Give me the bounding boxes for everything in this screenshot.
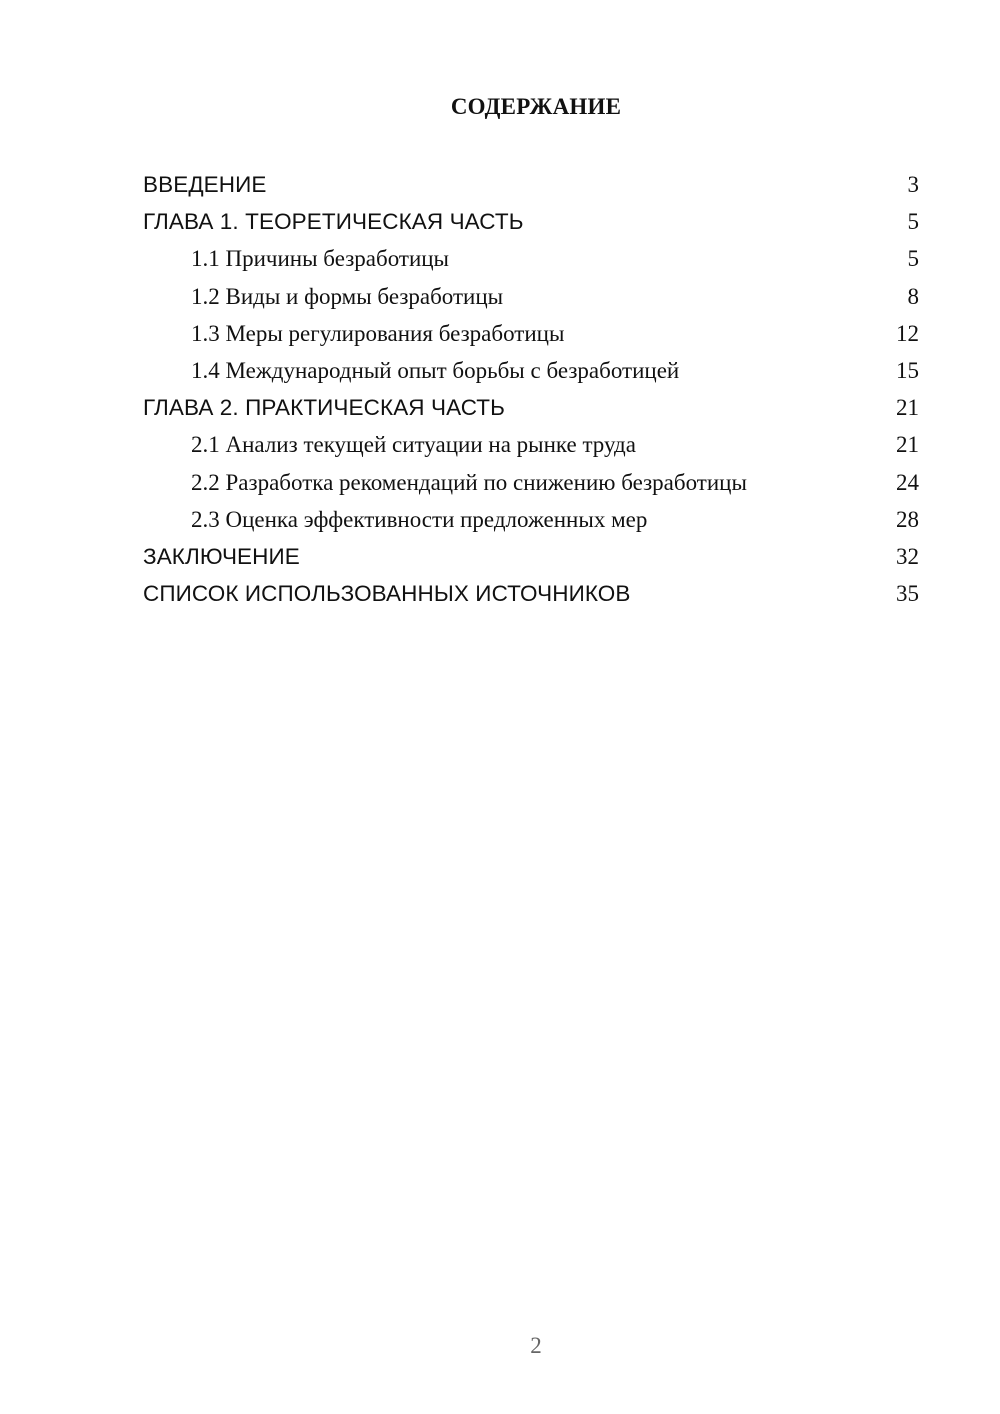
toc-entry-label: 2.2 Разработка рекомендаций по снижению безработицы (191, 469, 747, 495)
toc-entry-page: 21 (896, 395, 919, 421)
toc-entry-introduction[interactable] (143, 166, 919, 203)
toc-entry-label: 1.4 Международный опыт борьбы с безработицей (191, 357, 680, 383)
page-number: 2 (530, 1333, 542, 1358)
toc-entry-chapter-1[interactable] (143, 203, 919, 240)
toc-entry-page: 35 (896, 581, 919, 607)
toc-entry-label: 2.3 Оценка эффективности предложенных мер (191, 506, 648, 532)
toc-entry-label: 2.1 Анализ текущей ситуации на рынке труда (191, 432, 636, 458)
toc-entry-section-1-4[interactable] (143, 352, 919, 389)
toc-entry-page: 24 (896, 469, 919, 495)
toc-entry-page: 12 (896, 320, 919, 346)
toc-entry-section-1-3[interactable] (143, 315, 919, 352)
toc-entry-section-1-2[interactable] (143, 278, 919, 315)
toc-entry-label: ГЛАВА 2. ПРАКТИЧЕСКАЯ ЧАСТЬ (143, 395, 506, 421)
toc-entry-label: ЗАКЛЮЧЕНИЕ (143, 543, 300, 569)
toc-entry-label: СПИСОК ИСПОЛЬЗОВАННЫХ ИСТОЧНИКОВ (143, 581, 631, 607)
toc-entry-label: ГЛАВА 1. ТЕОРЕТИЧЕСКАЯ ЧАСТЬ (143, 209, 524, 235)
toc-entry-label: 1.3 Меры регулирования безработицы (191, 320, 565, 346)
table-of-contents (143, 166, 919, 612)
toc-entry-page: 28 (896, 506, 919, 532)
page-title: СОДЕРЖАНИЕ (450, 94, 622, 119)
toc-entry-label: ВВЕДЕНИЕ (143, 172, 267, 197)
toc-entry-page: 15 (896, 357, 919, 383)
toc-entry-references[interactable] (143, 575, 919, 612)
toc-entry-conclusion[interactable] (143, 538, 919, 575)
toc-entry-page: 21 (896, 432, 919, 458)
toc-entry-page: 5 (907, 209, 919, 235)
toc-entry-page: 5 (907, 246, 919, 272)
toc-entry-section-2-1[interactable] (143, 426, 919, 463)
toc-entry-section-2-3[interactable] (143, 501, 919, 538)
toc-entry-page: 3 (907, 172, 919, 197)
toc-entry-label: 1.2 Виды и формы безработицы (191, 283, 504, 309)
toc-entry-section-2-2[interactable] (143, 464, 919, 501)
toc-entry-page: 32 (896, 543, 919, 569)
toc-entry-page: 8 (907, 283, 919, 309)
toc-entry-label: 1.1 Причины безработицы (191, 246, 450, 272)
toc-entry-section-1-1[interactable] (143, 240, 919, 277)
toc-entry-chapter-2[interactable] (143, 389, 919, 426)
